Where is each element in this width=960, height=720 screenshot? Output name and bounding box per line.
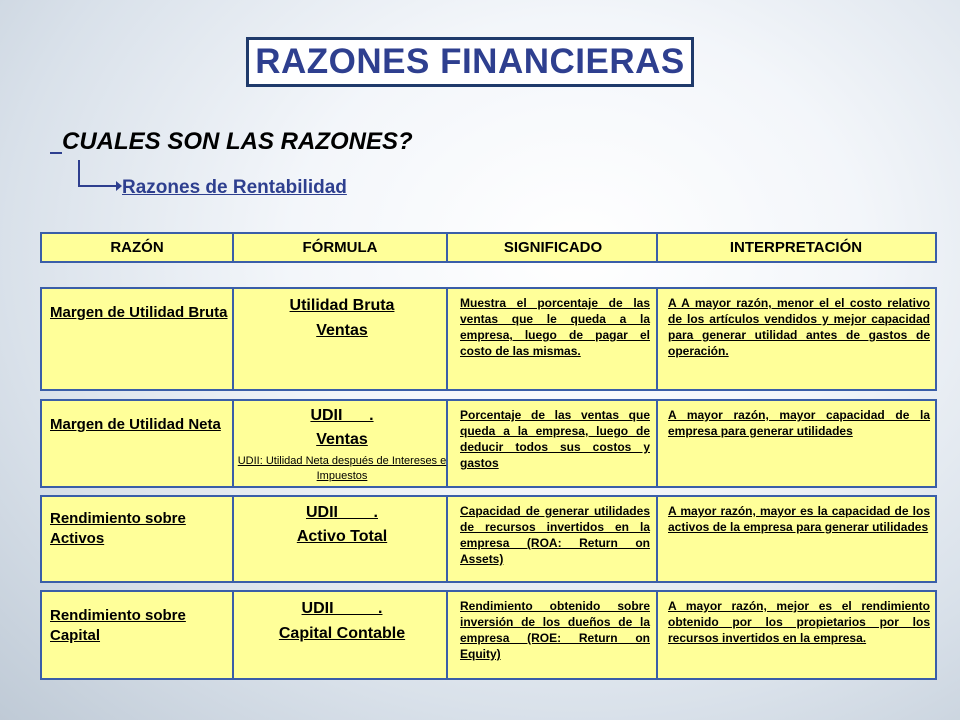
arrow-icon xyxy=(76,160,122,194)
row-significado: Rendimiento obtenido sobre inversión de los dueños de la empresa (ROE: Return on Equity) xyxy=(460,599,650,661)
row-formula-denominator: Ventas xyxy=(316,322,368,339)
row-formula-numerator: Utilidad Bruta xyxy=(289,297,395,314)
row-significado: Muestra el porcentaje de las ventas que le queda a la empresa, luego de pagar el costo de las mismas. xyxy=(460,296,650,358)
table-row xyxy=(40,399,937,488)
header-interpretacion: INTERPRETACIÓN xyxy=(729,239,863,256)
row-interpretacion: A mayor razón, mayor es la capacidad de los activos de la empresa para generar utilidades xyxy=(668,504,930,534)
table-row xyxy=(40,287,937,391)
row-interpretacion: A A mayor razón, menor el el costo relativo de los artículos vendidos y mejor capacidad para generar utilidad antes de gastos de operación. xyxy=(668,296,930,358)
row-interpretacion: A mayor razón, mejor es el rendimiento obtenido por los propietarios por los recursos invertidos en la empresa. xyxy=(668,599,930,645)
row-interpretacion: A mayor razón, mayor capacidad de la empresa para generar utilidades xyxy=(668,408,930,438)
row-formula-denominator: Ventas xyxy=(316,431,368,448)
row-razon: Margen de Utilidad Bruta xyxy=(50,304,228,321)
page-title: RAZONES FINANCIERAS xyxy=(246,37,694,87)
header-formula: FÓRMULA xyxy=(302,239,378,256)
row-razon: Rendimiento sobre Capital xyxy=(50,607,186,644)
row-formula-denominator: Capital Contable xyxy=(278,625,406,642)
row-formula-numerator: UDII . xyxy=(310,407,374,424)
table-header xyxy=(40,232,937,263)
bullet-dash xyxy=(50,152,62,154)
header-razon: RAZÓN xyxy=(110,239,164,256)
section-question: CUALES SON LAS RAZONES? xyxy=(62,128,413,155)
row-significado: Capacidad de generar utilidades de recursos invertidos en la empresa (ROA: Return on Assets) xyxy=(460,504,650,566)
row-razon: Margen de Utilidad Neta xyxy=(50,416,221,433)
row-razon: Rendimiento sobre Activos xyxy=(50,510,186,547)
row-formula-note: UDII: Utilidad Neta después de Intereses e Impuestos xyxy=(237,455,447,482)
header-significado: SIGNIFICADO xyxy=(503,239,603,256)
section-subtitle: Razones de Rentabilidad xyxy=(122,177,347,198)
row-formula-numerator: UDII . xyxy=(301,600,383,617)
row-significado: Porcentaje de las ventas que queda a la empresa, luego de deducir todos sus costos y gastos xyxy=(460,408,650,470)
table-row xyxy=(40,590,937,680)
table-row xyxy=(40,495,937,583)
row-formula-numerator: UDII . xyxy=(305,504,378,521)
row-formula-denominator: Activo Total xyxy=(296,528,388,545)
